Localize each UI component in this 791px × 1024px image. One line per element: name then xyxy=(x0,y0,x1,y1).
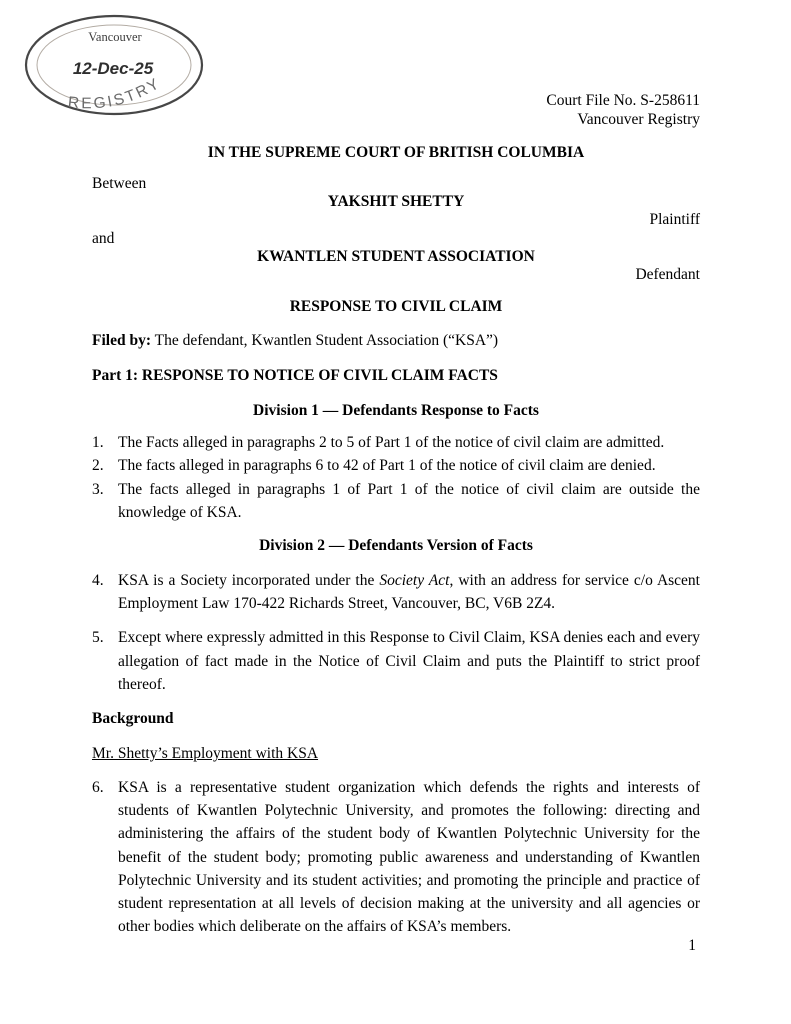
item-number: 4. xyxy=(92,572,104,590)
item4-text-before: KSA is a Society incorporated under the xyxy=(118,572,380,590)
registry-name: Vancouver Registry xyxy=(577,111,700,128)
item-text xyxy=(118,569,700,615)
claim-item-3 xyxy=(92,478,700,524)
item4-text-after: , with an address for service c/o Ascent Employment Law 170-422 Richards Street, Vancouver, BC, V6B 2Z4. xyxy=(118,572,700,613)
filed-by-label: Filed by: xyxy=(92,332,151,350)
document-title: RESPONSE TO CIVIL CLAIM xyxy=(289,298,503,316)
item-number: 3. xyxy=(92,480,104,498)
file-header xyxy=(92,91,700,129)
item-text: Except where expressly admitted in this Response to Civil Claim, KSA denies each and every allegation of fact made in the Notice of Civil Claim and puts the Plaintiff to strict proof thereof. xyxy=(118,629,700,693)
background-heading: Background xyxy=(92,710,174,728)
division1-list xyxy=(92,431,700,524)
claim-item-6 xyxy=(92,776,700,938)
item-text: The Facts alleged in paragraphs 2 to 5 of Part 1 of the notice of civil claim are admitted. xyxy=(118,434,665,452)
and-label: and xyxy=(92,229,115,247)
claim-item-4 xyxy=(92,569,700,615)
item-number: 1. xyxy=(92,434,104,452)
page-number: 1 xyxy=(688,937,696,954)
defendant-role: Defendant xyxy=(635,266,700,284)
court-title: IN THE SUPREME COURT OF BRITISH COLUMBIA xyxy=(207,144,585,161)
item-number: 6. xyxy=(92,779,104,797)
division1-heading: Division 1 — Defendants Response to Facts xyxy=(253,402,539,420)
plaintiff-name: YAKSHIT SHETTY xyxy=(327,193,465,211)
plaintiff-role: Plaintiff xyxy=(649,211,700,229)
claim-item-5 xyxy=(92,626,700,696)
item-number: 5. xyxy=(92,629,104,647)
item-number: 2. xyxy=(92,457,104,475)
defendant-name: KWANTLEN STUDENT ASSOCIATION xyxy=(257,247,535,265)
stamp-date-label: 12-Dec-25 xyxy=(72,59,154,78)
division2-heading: Division 2 — Defendants Version of Facts xyxy=(259,537,533,555)
stamp-registry-text: REGISTRY xyxy=(67,74,165,113)
item-text: KSA is a representative student organization which defends the rights and interests of students of Kwantlen Polytechnic University, and promotes the following: directing and administering the affairs of the student body of Kwantlen Polytechnic University for the benefit of the student body; promoting public awareness and understanding of Kwantlen Polytechnic University and its student activities; and promoting the principle and practice of student representation at all levels of decision making at the university and all agencies or other bodies which deliberate on the affairs of KSA’s members. xyxy=(118,779,700,936)
statute-name-italic: Society Act xyxy=(379,572,450,590)
stamp-city-label: Vancouver xyxy=(88,30,142,44)
filed-by-text: The defendant, Kwantlen Student Association (“KSA”) xyxy=(151,332,499,350)
item-text: The facts alleged in paragraphs 6 to 42 of Part 1 of the notice of civil claim are denied. xyxy=(118,457,656,475)
part1-heading: Part 1: RESPONSE TO NOTICE OF CIVIL CLAIM FACTS xyxy=(92,367,498,385)
employment-heading: Mr. Shetty’s Employment with KSA xyxy=(92,745,319,763)
between-label: Between xyxy=(92,175,147,192)
claim-item-1 xyxy=(92,431,700,454)
parties-block xyxy=(92,175,700,284)
filed-by-line xyxy=(92,331,700,350)
item-text: The facts alleged in paragraphs 1 of Part 1 of the notice of civil claim are outside the knowledge of KSA. xyxy=(118,480,700,521)
court-file-number: Court File No. S-258611 xyxy=(546,92,700,109)
claim-item-2 xyxy=(92,454,700,477)
